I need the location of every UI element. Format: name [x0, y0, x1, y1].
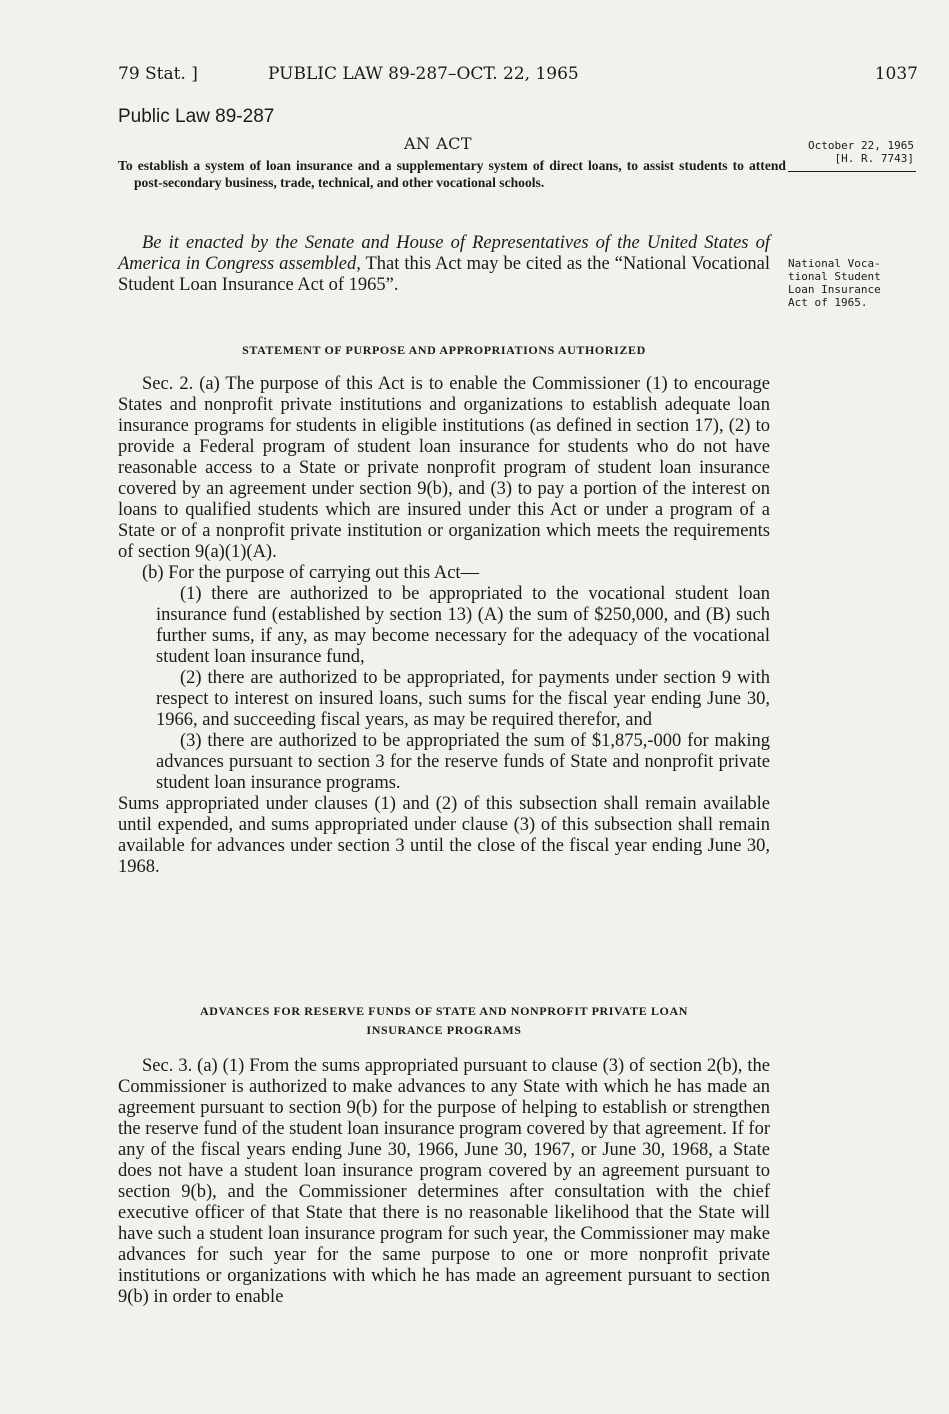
- title-sidenote: [788, 257, 918, 309]
- sec2-clause-2: (2) there are authorized to be appropriated, for payments under section 9 with respect to interest on insured loans, such sums for the fiscal year ending June 30, 1966, and succeeding fiscal years, as may be required therefor, and: [156, 668, 770, 730]
- enacting-clause: [118, 233, 770, 296]
- section-heading-advances: [118, 1002, 770, 1040]
- sidenote-title-4: Act of 1965.: [788, 296, 868, 309]
- heading-line-2: INSURANCE PROGRAMS: [366, 1023, 522, 1037]
- section-2: [118, 374, 770, 878]
- sec3-subsection-a: Sec. 3. (a) (1) From the sums appropriated pursuant to clause (3) of section 2(b), the Commissioner is authorized to make advances to any State with which he has made an agreement pursuant to section 9(b) for the purpose of helping to establish or strengthen the reserve fund of the student loan insurance program covered by that agreement. If for any of the fiscal years ending June 30, 1966, June 30, 1967, or June 30, 1968, a State does not have a student loan insurance program covered by an agreement pursuant to section 9(b), and the Commissioner determines after consultation with the chief executive officer of that State that there is no reasonable likelihood that the State will have such a student loan insurance program for such year, the Commissioner may make advances for such year for the same purpose to one or more nonprofit private institutions or organizations with which he has made an agreement pursuant to section 9(b) in order to enable: [118, 1056, 770, 1307]
- sec2-clause-1: (1) there are authorized to be appropriated to the vocational student loan insurance fund (established by section 13) (A) the sum of $250,000, and (B) such further sums, if any, as may become necessary for the adequacy of the vocational student loan insurance fund,: [156, 584, 770, 667]
- purpose-clause: To establish a system of loan insurance and a supplementary system of direct loans, to assist students to attend post-secondary business, trade, technical, and other vocational schools.: [118, 158, 786, 190]
- sidenote-date: October 22, 1965: [808, 139, 914, 152]
- enacting-formula: Be it enacted by the Senate and House of Representatives of the United States of America in Congress assembled,: [118, 233, 770, 274]
- running-header: [118, 64, 918, 88]
- short-title-text: That this Act may be cited as the “National Vocational Student Loan Insurance Act of 1965”.: [118, 254, 770, 295]
- sec2-clause-3: (3) there are authorized to be appropriated the sum of $1,875,-000 for making advances pursuant to section 3 for the reserve funds of State and nonprofit private student loan insurance programs.: [156, 731, 770, 793]
- section-3: [118, 1056, 770, 1308]
- sec2-subsection-b: (b) For the purpose of carrying out this Act—: [142, 563, 480, 583]
- heading-line-1: ADVANCES FOR RESERVE FUNDS OF STATE AND NONPROFIT PRIVATE LOAN: [199, 1004, 689, 1018]
- sec2-subsection-a: Sec. 2. (a) The purpose of this Act is to enable the Commissioner (1) to encourage States and nonprofit private institutions and organizations to establish adequate loan insurance programs for students in eligible institutions (as defined in section 17), (2) to provide a Federal program of student loan insurance for students who do not have reasonable access to a State or private nonprofit program of student loan insurance covered by an agreement under section 9(b), and (3) to pay a portion of the interest on loans to qualified students which are insured under this Act or under a program of a State or of a nonprofit private institution or organization which meets the requirements of section 9(a)(1)(A).: [118, 374, 770, 562]
- act-heading: AN ACT: [403, 134, 473, 153]
- sidenote-rule: [788, 171, 916, 172]
- sidenote-bill: [H. R. 7743]: [834, 152, 914, 165]
- volume-reference: 79 Stat. ]: [118, 64, 198, 84]
- law-label: Public Law 89-287: [118, 106, 275, 127]
- sidenote-title-3: Loan Insurance: [788, 283, 881, 296]
- section-heading-purpose: STATEMENT OF PURPOSE AND APPROPRIATIONS AUTHORIZED: [242, 343, 646, 357]
- page-number: 1037: [874, 64, 918, 84]
- sidenote-title-2: tional Student: [788, 270, 881, 283]
- sidenote-title-1: National Voca-: [788, 257, 881, 270]
- sec2-closing: Sums appropriated under clauses (1) and (2) of this subsection shall remain available until expended, and sums appropriated under clause (3) of this subsection shall remain available for advances under section 3 until the close of the fiscal year ending June 30, 1968.: [118, 794, 770, 877]
- law-date-header: PUBLIC LAW 89-287–OCT. 22, 1965: [268, 64, 579, 84]
- date-sidenote: [788, 139, 914, 172]
